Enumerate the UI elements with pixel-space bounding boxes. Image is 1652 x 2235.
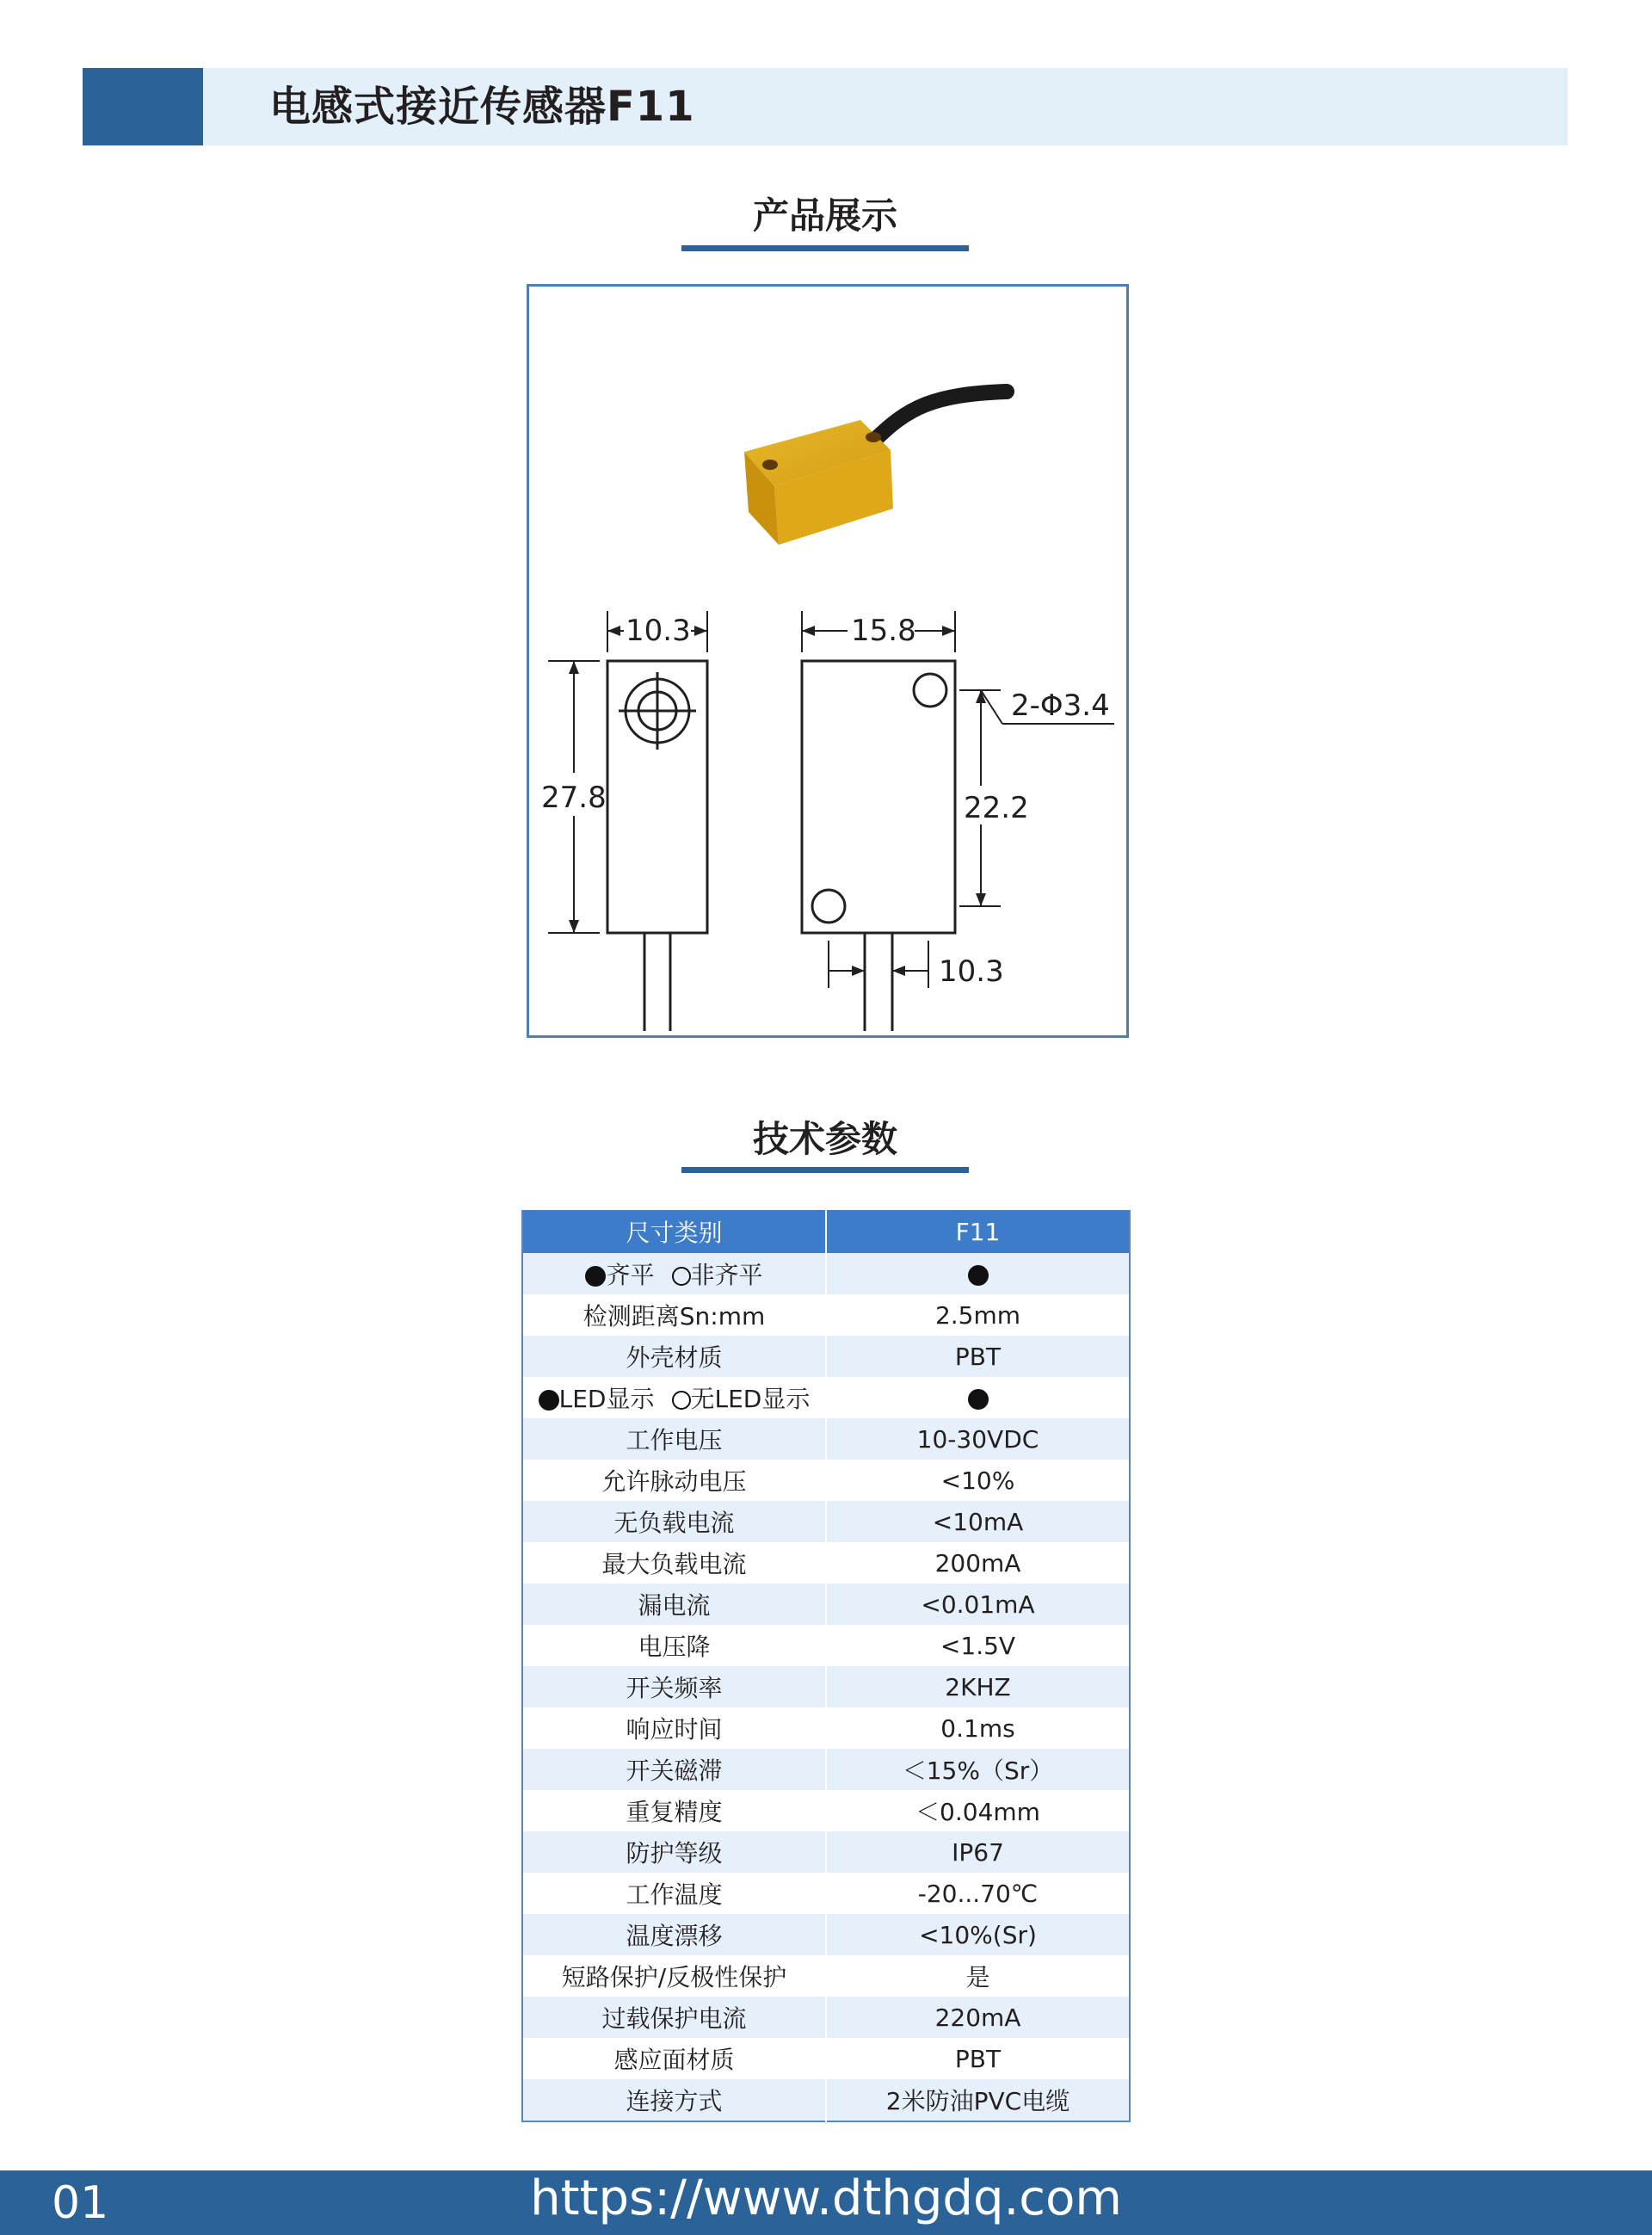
- dim-width-side: 15.8: [851, 614, 916, 648]
- table-row: [522, 2079, 1130, 2121]
- spec-label: 过载保护电流: [522, 1997, 826, 2038]
- spec-value: 是: [826, 1955, 1130, 1997]
- filled-circle-icon: [968, 1389, 989, 1410]
- side-view-body: [802, 661, 955, 933]
- spec-value: -20...70℃: [826, 1873, 1130, 1914]
- table-row: [522, 1377, 1130, 1418]
- table-row: [522, 1501, 1130, 1542]
- spec-label: 检测距离Sn:mm: [522, 1294, 826, 1336]
- spec-label: 工作温度: [522, 1873, 826, 1914]
- table-row: [522, 1955, 1130, 1997]
- spec-value: PBT: [826, 1336, 1130, 1377]
- table-row: [522, 1625, 1130, 1666]
- page-title: 电感式接近传感器F11: [269, 83, 695, 131]
- spec-label: 温度漂移: [522, 1914, 826, 1955]
- table-row: [522, 2038, 1130, 2079]
- table-row: [522, 1914, 1130, 1955]
- spec-value: IP67: [826, 1831, 1130, 1873]
- spec-value: 2米防油PVC电缆: [826, 2079, 1130, 2121]
- spec-value: [826, 1253, 1130, 1294]
- header-model: F11: [826, 1210, 1130, 1253]
- spec-value: [826, 1377, 1130, 1418]
- dim-height-total: 27.8: [541, 781, 607, 815]
- table-row: [522, 1294, 1130, 1336]
- spec-label: 允许脉动电压: [522, 1460, 826, 1501]
- spec-label: 外壳材质: [522, 1336, 826, 1377]
- dim-cable-spacing: 10.3: [939, 954, 1004, 989]
- dim-hole-pitch: 22.2: [964, 791, 1029, 825]
- header-accent-block: [83, 68, 203, 145]
- spec-value: 2KHZ: [826, 1666, 1130, 1707]
- spec-value: ＜0.04mm: [826, 1790, 1130, 1831]
- spec-value: 220mA: [826, 1997, 1130, 2038]
- website-url[interactable]: https://www.dthgdq.com: [530, 2170, 1122, 2226]
- filled-circle-icon: [539, 1390, 559, 1411]
- section-title-product: 产品展示: [752, 194, 897, 237]
- spec-label: 开关频率: [522, 1666, 826, 1707]
- spec-label: [522, 1377, 826, 1418]
- spec-value: ＜15%（Sr）: [826, 1749, 1130, 1790]
- spec-label: 开关磁滞: [522, 1749, 826, 1790]
- table-row: [522, 1460, 1130, 1501]
- spec-label: 防护等级: [522, 1831, 826, 1873]
- empty-circle-icon: [672, 1391, 691, 1410]
- table-row: [522, 1831, 1130, 1873]
- table-row: [522, 1542, 1130, 1584]
- spec-label: 重复精度: [522, 1790, 826, 1831]
- spec-value: <0.01mA: [826, 1584, 1130, 1625]
- spec-value: <1.5V: [826, 1625, 1130, 1666]
- table-row: [522, 1707, 1130, 1749]
- spec-label: 短路保护/反极性保护: [522, 1955, 826, 1997]
- table-row: [522, 1418, 1130, 1460]
- dim-hole-spec: 2-Φ3.4: [1011, 688, 1110, 723]
- table-row: [522, 1253, 1130, 1294]
- sensor-photo: [744, 392, 1007, 545]
- table-row: [522, 1666, 1130, 1707]
- dim-width-front: 10.3: [626, 614, 691, 648]
- spec-label: 电压降: [522, 1625, 826, 1666]
- spec-label-text: 非齐平: [690, 1261, 763, 1289]
- header-size-category: 尺寸类别: [522, 1210, 826, 1253]
- spec-value: <10%(Sr): [826, 1914, 1130, 1955]
- spec-table: [521, 1210, 1131, 2122]
- filled-circle-icon: [585, 1266, 606, 1287]
- section-title-specs: 技术参数: [752, 1118, 897, 1160]
- section-underline-product: [681, 245, 969, 251]
- spec-value: 2.5mm: [826, 1294, 1130, 1336]
- spec-value: PBT: [826, 2038, 1130, 2079]
- spec-label-text: 无LED显示: [690, 1385, 811, 1413]
- spec-value: <10%: [826, 1460, 1130, 1501]
- spec-label: 连接方式: [522, 2079, 826, 2121]
- spec-value: <10mA: [826, 1501, 1130, 1542]
- spec-table-body: [522, 1253, 1130, 2121]
- table-row: [522, 1749, 1130, 1790]
- spec-label: 响应时间: [522, 1707, 826, 1749]
- spec-label-text: 齐平: [606, 1261, 655, 1289]
- table-row: [522, 1790, 1130, 1831]
- filled-circle-icon: [968, 1265, 989, 1286]
- table-row: [522, 1997, 1130, 2038]
- spec-value: 10-30VDC: [826, 1418, 1130, 1460]
- section-underline-specs: [681, 1167, 969, 1173]
- spec-label: 工作电压: [522, 1418, 826, 1460]
- table-row: [522, 1873, 1130, 1914]
- product-image-frame: [527, 284, 1129, 1038]
- table-row: [522, 1336, 1130, 1377]
- spec-table-header: [522, 1210, 1130, 1253]
- empty-circle-icon: [672, 1267, 691, 1286]
- product-drawing: [529, 287, 1131, 1040]
- spec-label: 最大负载电流: [522, 1542, 826, 1584]
- spec-label: 无负载电流: [522, 1501, 826, 1542]
- spec-label-text: LED显示: [558, 1385, 655, 1413]
- spec-value: 0.1ms: [826, 1707, 1130, 1749]
- spec-label: [522, 1253, 826, 1294]
- spec-label: 漏电流: [522, 1584, 826, 1625]
- page-number: 01: [52, 2177, 109, 2229]
- spec-value: 200mA: [826, 1542, 1130, 1584]
- spec-label: 感应面材质: [522, 2038, 826, 2079]
- table-row: [522, 1584, 1130, 1625]
